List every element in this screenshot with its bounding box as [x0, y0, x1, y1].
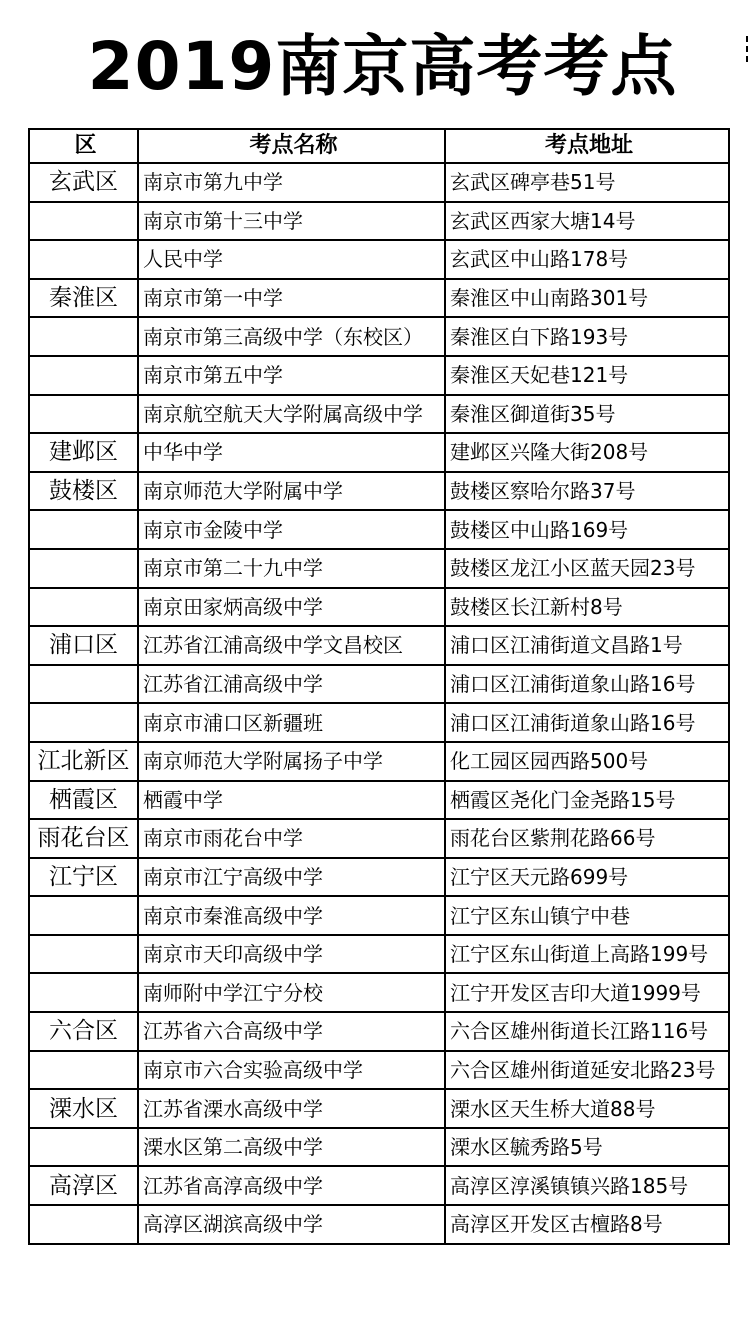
- district-cell: [29, 588, 138, 627]
- site-name-cell: 南京市第二十九中学: [138, 549, 445, 588]
- district-cell: [29, 202, 138, 241]
- table-row: [29, 472, 729, 511]
- site-address-cell: 建邺区兴隆大街208号: [445, 433, 729, 472]
- site-name-cell: 南京市第五中学: [138, 356, 445, 395]
- site-address-cell: 玄武区西家大塘14号: [445, 202, 729, 241]
- site-address-cell: 浦口区江浦街道文昌路1号: [445, 626, 729, 665]
- site-name-cell: 南师附中学江宁分校: [138, 973, 445, 1012]
- table-row: [29, 781, 729, 820]
- district-cell: [29, 240, 138, 279]
- district-cell: [29, 356, 138, 395]
- site-name-cell: 南京市第十三中学: [138, 202, 445, 241]
- district-cell: 玄武区: [29, 163, 138, 202]
- table-row: [29, 858, 729, 897]
- site-address-cell: 浦口区江浦街道象山路16号: [445, 665, 729, 704]
- district-cell: [29, 973, 138, 1012]
- table-row: [29, 973, 729, 1012]
- site-name-cell: 南京市第一中学: [138, 279, 445, 318]
- site-name-cell: 南京航空航天大学附属高级中学: [138, 395, 445, 434]
- table-row: [29, 279, 729, 318]
- district-cell: [29, 317, 138, 356]
- site-address-cell: 玄武区中山路178号: [445, 240, 729, 279]
- district-cell: [29, 665, 138, 704]
- exam-sites-table: [28, 128, 730, 1245]
- site-name-cell: 江苏省高淳高级中学: [138, 1166, 445, 1205]
- site-address-cell: 溧水区毓秀路5号: [445, 1128, 729, 1167]
- site-name-cell: 南京市雨花台中学: [138, 819, 445, 858]
- site-address-cell: 六合区雄州街道长江路116号: [445, 1012, 729, 1051]
- site-address-cell: 秦淮区白下路193号: [445, 317, 729, 356]
- table-row: [29, 510, 729, 549]
- site-name-cell: 江苏省江浦高级中学文昌校区: [138, 626, 445, 665]
- district-cell: [29, 1205, 138, 1244]
- site-name-cell: 江苏省江浦高级中学: [138, 665, 445, 704]
- site-name-cell: 南京师范大学附属扬子中学: [138, 742, 445, 781]
- district-cell: 雨花台区: [29, 819, 138, 858]
- site-name-cell: 江苏省六合高级中学: [138, 1012, 445, 1051]
- district-cell: 溧水区: [29, 1089, 138, 1128]
- table-row: [29, 896, 729, 935]
- district-cell: [29, 395, 138, 434]
- page-title: 2019南京高考考点: [87, 28, 678, 105]
- district-cell: 高淳区: [29, 1166, 138, 1205]
- district-cell: [29, 703, 138, 742]
- site-name-cell: 南京市天印高级中学: [138, 935, 445, 974]
- site-address-cell: 高淳区开发区古檀路8号: [445, 1205, 729, 1244]
- table-row: [29, 626, 729, 665]
- site-name-cell: 人民中学: [138, 240, 445, 279]
- site-name-cell: 栖霞中学: [138, 781, 445, 820]
- site-address-cell: 鼓楼区龙江小区蓝天园23号: [445, 549, 729, 588]
- table-header-row: [29, 129, 729, 163]
- site-name-cell: 南京市六合实验高级中学: [138, 1051, 445, 1090]
- site-address-cell: 溧水区天生桥大道88号: [445, 1089, 729, 1128]
- site-address-cell: 江宁区天元路699号: [445, 858, 729, 897]
- cropped-edge-glyph: [744, 32, 750, 92]
- district-cell: 鼓楼区: [29, 472, 138, 511]
- district-cell: [29, 935, 138, 974]
- district-cell: [29, 1051, 138, 1090]
- table-row: [29, 935, 729, 974]
- site-name-cell: 江苏省溧水高级中学: [138, 1089, 445, 1128]
- site-name-cell: 南京师范大学附属中学: [138, 472, 445, 511]
- site-name-cell: 南京市第九中学: [138, 163, 445, 202]
- district-cell: 江宁区: [29, 858, 138, 897]
- table-row: [29, 742, 729, 781]
- table-row: [29, 549, 729, 588]
- site-address-cell: 六合区雄州街道延安北路23号: [445, 1051, 729, 1090]
- site-address-cell: 栖霞区尧化门金尧路15号: [445, 781, 729, 820]
- district-cell: [29, 549, 138, 588]
- site-address-cell: 秦淮区天妃巷121号: [445, 356, 729, 395]
- site-address-cell: 秦淮区中山南路301号: [445, 279, 729, 318]
- table-row: [29, 240, 729, 279]
- site-name-cell: 南京田家炳高级中学: [138, 588, 445, 627]
- site-name-cell: 溧水区第二高级中学: [138, 1128, 445, 1167]
- site-address-cell: 江宁开发区吉印大道1999号: [445, 973, 729, 1012]
- table-row: [29, 1051, 729, 1090]
- site-address-cell: 鼓楼区中山路169号: [445, 510, 729, 549]
- table-row: [29, 703, 729, 742]
- district-cell: 栖霞区: [29, 781, 138, 820]
- district-cell: 建邺区: [29, 433, 138, 472]
- table-row: [29, 433, 729, 472]
- site-address-cell: 化工园区园西路500号: [445, 742, 729, 781]
- site-address-cell: 浦口区江浦街道象山路16号: [445, 703, 729, 742]
- site-name-cell: 高淳区湖滨高级中学: [138, 1205, 445, 1244]
- header-site-address: 考点地址: [445, 129, 729, 163]
- table-row: [29, 395, 729, 434]
- district-cell: 秦淮区: [29, 279, 138, 318]
- table-row: [29, 317, 729, 356]
- table-row: [29, 202, 729, 241]
- site-name-cell: 南京市第三高级中学（东校区）: [138, 317, 445, 356]
- table-row: [29, 588, 729, 627]
- site-address-cell: 秦淮区御道街35号: [445, 395, 729, 434]
- site-name-cell: 南京市秦淮高级中学: [138, 896, 445, 935]
- table-row: [29, 1205, 729, 1244]
- table-row: [29, 1166, 729, 1205]
- site-address-cell: 玄武区碑亭巷51号: [445, 163, 729, 202]
- header-site-name: 考点名称: [138, 129, 445, 163]
- table-row: [29, 356, 729, 395]
- site-address-cell: 鼓楼区长江新村8号: [445, 588, 729, 627]
- district-cell: [29, 896, 138, 935]
- table-row: [29, 1128, 729, 1167]
- table-row: [29, 1089, 729, 1128]
- site-address-cell: 高淳区淳溪镇镇兴路185号: [445, 1166, 729, 1205]
- district-cell: 浦口区: [29, 626, 138, 665]
- district-cell: [29, 1128, 138, 1167]
- table-row: [29, 163, 729, 202]
- district-cell: 江北新区: [29, 742, 138, 781]
- site-name-cell: 南京市江宁高级中学: [138, 858, 445, 897]
- table-row: [29, 1012, 729, 1051]
- header-district: 区: [29, 129, 138, 163]
- site-name-cell: 南京市金陵中学: [138, 510, 445, 549]
- district-cell: [29, 510, 138, 549]
- table-row: [29, 819, 729, 858]
- site-name-cell: 中华中学: [138, 433, 445, 472]
- site-address-cell: 江宁区东山镇宁中巷: [445, 896, 729, 935]
- site-address-cell: 雨花台区紫荆花路66号: [445, 819, 729, 858]
- site-address-cell: 江宁区东山街道上高路199号: [445, 935, 729, 974]
- table-row: [29, 665, 729, 704]
- site-address-cell: 鼓楼区察哈尔路37号: [445, 472, 729, 511]
- site-name-cell: 南京市浦口区新疆班: [138, 703, 445, 742]
- district-cell: 六合区: [29, 1012, 138, 1051]
